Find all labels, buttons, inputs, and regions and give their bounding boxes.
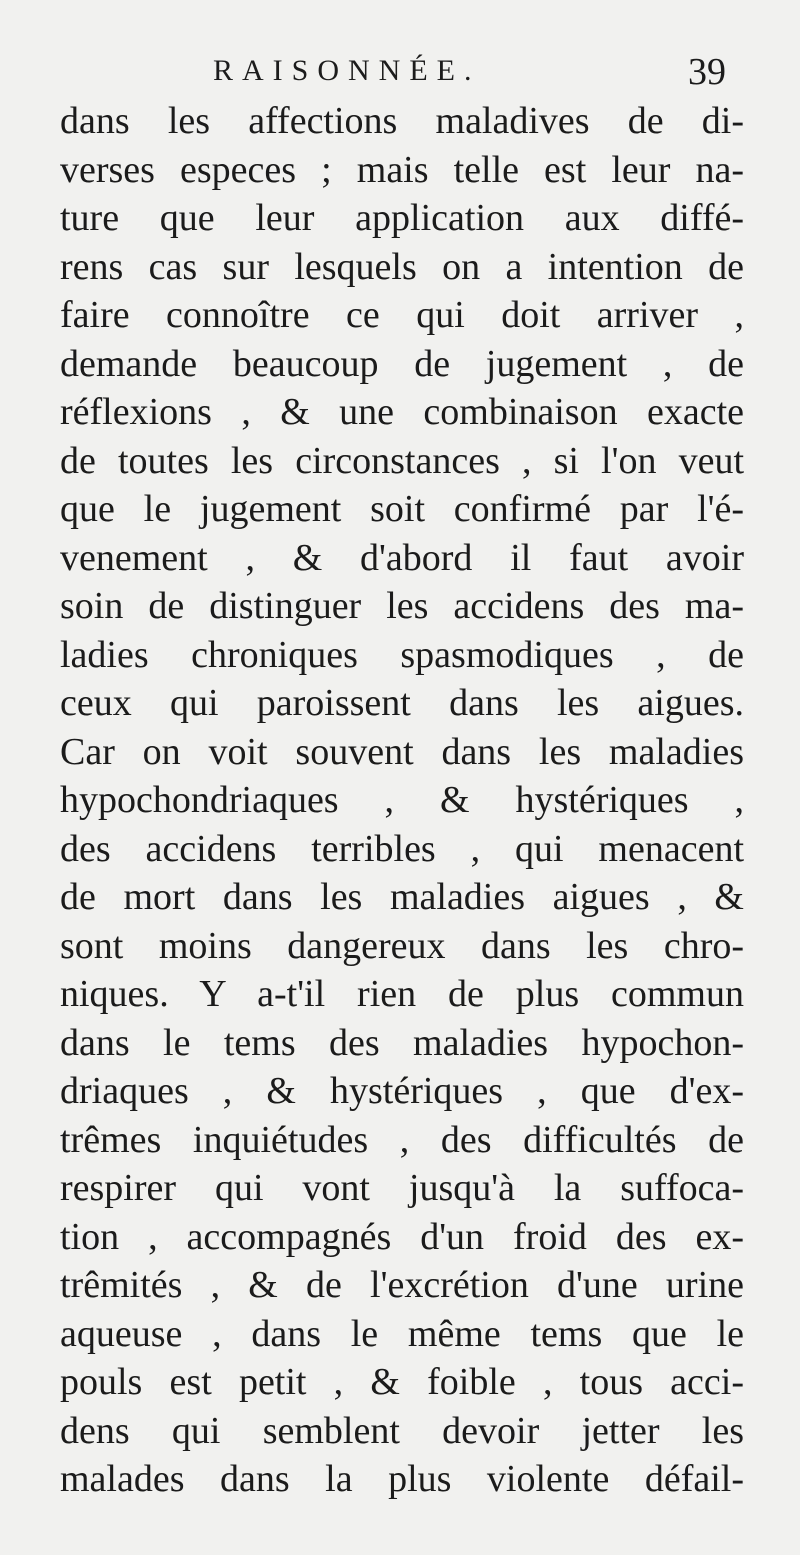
text-line: dans le tems des maladies hypochon-	[60, 1021, 744, 1064]
text-line: venement , & d'abord il faut avoir	[60, 536, 744, 579]
page-number: 39	[688, 51, 726, 93]
text-line: ture que leur application aux diffé-	[60, 197, 744, 239]
text-line: ceux qui paroissent dans les aigues.	[60, 682, 744, 724]
text-line: tion , accompagnés d'un froid des ex-	[60, 1215, 744, 1258]
text-line: faire connoître ce qui doit arriver ,	[60, 294, 744, 336]
page-header	[0, 48, 800, 98]
text-line: respirer qui vont jusqu'à la suffoca-	[60, 1167, 744, 1209]
body-text	[60, 97, 744, 1504]
text-line: Car on voit souvent dans les maladies	[60, 730, 744, 773]
text-line: ladies chroniques spasmodiques , de	[60, 633, 744, 676]
text-line: que le jugement soit confirmé par l'é-	[60, 488, 744, 530]
text-line: demande beaucoup de jugement , de	[60, 342, 744, 385]
text-line: des accidens terribles , qui menacent	[60, 827, 744, 870]
text-line: sont moins dangereux dans les chro-	[60, 924, 744, 967]
text-line: trêmités , & de l'excrétion d'une urine	[60, 1264, 744, 1306]
text-line: dens qui semblent devoir jetter les	[60, 1409, 744, 1452]
text-line: dans les affections maladives de di-	[60, 100, 744, 142]
text-line: aqueuse , dans le même tems que le	[60, 1312, 744, 1355]
text-line: soin de distinguer les accidens des ma-	[60, 585, 744, 627]
text-line: hypochondriaques , & hystériques ,	[60, 779, 744, 821]
text-line: pouls est petit , & foible , tous acci-	[60, 1361, 744, 1403]
text-line: trêmes inquiétudes , des difficultés de	[60, 1118, 744, 1161]
text-line: de toutes les circonstances , si l'on veut	[60, 439, 744, 482]
text-line: niques. Y a-t'il rien de plus commun	[60, 973, 744, 1015]
text-line: de mort dans les maladies aigues , &	[60, 876, 744, 918]
text-line: rens cas sur lesquels on a intention de	[60, 245, 744, 288]
text-line: verses especes ; mais telle est leur na-	[60, 148, 744, 191]
text-line: driaques , & hystériques , que d'ex-	[60, 1070, 744, 1112]
text-line: malades dans la plus violente défail-	[60, 1458, 744, 1500]
running-head: RAISONNÉE.	[213, 54, 481, 87]
text-line: réflexions , & une combinaison exacte	[60, 391, 744, 433]
